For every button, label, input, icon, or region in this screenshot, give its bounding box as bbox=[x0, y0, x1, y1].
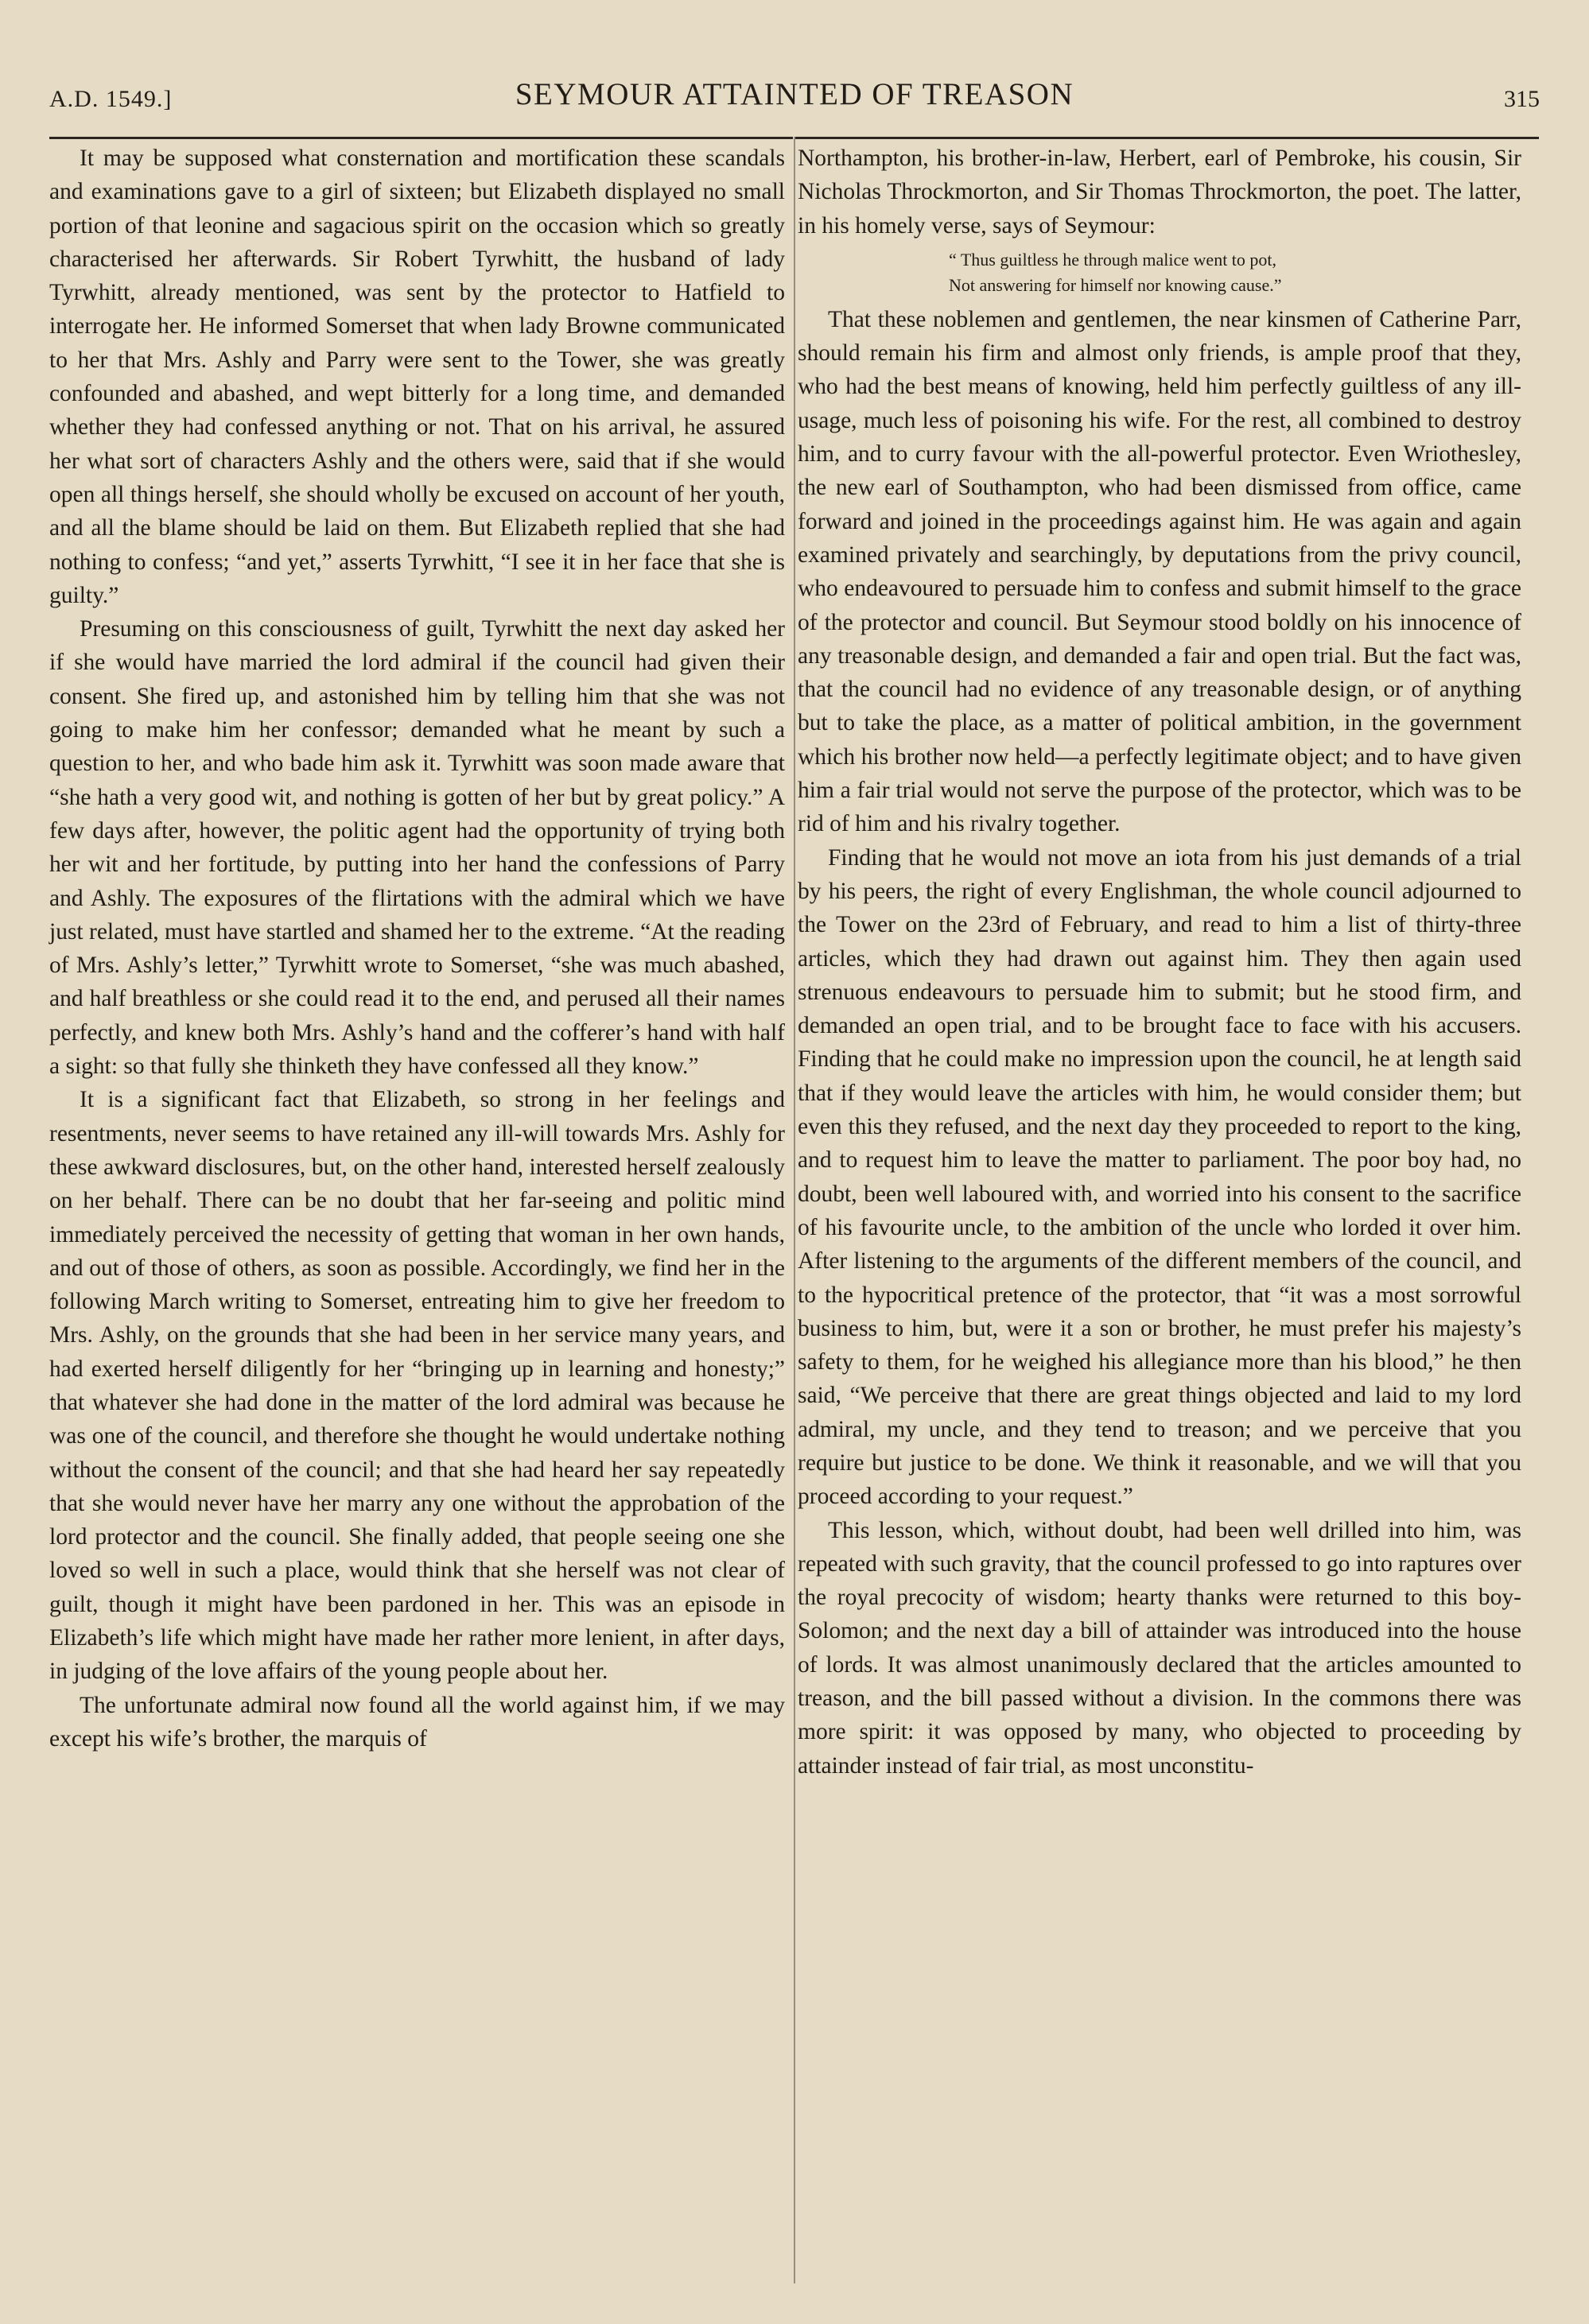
page-title: SEYMOUR ATTAINTED OF TREASON bbox=[515, 77, 1074, 111]
paragraph: It may be supposed what consternation and mortification these scandals and examinations gave to a girl of sixteen; but Elizabeth displayed no small portion of that leonine and sagacious spirit on the occasion which so greatly characterised her afterwards. Sir Robert Tyrwhitt, the husband of lady Tyrwhitt, already mentioned, was sent by the protector to Hatfield to interrogate her. He informed Somerset that when lady Browne communicated to her that Mrs. Ashly and Parry were sent to the Tower, she was greatly confounded and abashed, and wept bitterly for a long time, and demanded whether they had confessed anything or not. That on his arrival, he assured her what sort of characters Ashly and the others were, said that if she would open all things herself, she should wholly be excused on account of her youth, and all the blame should be laid on them. But Elizabeth replied that she had nothing to confess; “and yet,” asserts Tyrwhitt, “I see it in her face that she is guilty.” bbox=[49, 145, 785, 608]
column-divider bbox=[794, 137, 795, 2283]
verse-quote bbox=[798, 247, 1521, 298]
verse-line: Not answering for himself nor knowing cause.” bbox=[949, 274, 1282, 295]
paragraph-continued: Northampton, his brother-in-law, Herbert, earl of Pembroke, his cousin, Sir Nicholas Throckmorton, and Sir Thomas Throckmorton, the poet. The latter, in his homely verse, says of Seymour: bbox=[798, 145, 1521, 239]
paragraph: It is a significant fact that Elizabeth, so strong in her feelings and resentments, never seems to have retained any ill-will towards Mrs. Ashly for these awkward disclosures, but, on the other hand, interested herself zealously on her behalf. There can be no doubt that her far-seeing and politic mind immediately perceived the necessity of getting that woman in her own hands, and out of those of others, as soon as possible. Accordingly, we find her in the following March writing to Somerset, entreating him to give her freedom to Mrs. Ashly, on the grounds that she had been in her service many years, and had exerted herself diligently for her “bringing up in learning and honesty;” that whatever she had done in the matter of the lord admiral was because he was one of the council, and therefore she thought he would undertake nothing without the consent of the council; and that she had heard her say repeatedly that she would never have her marry any one without the approbation of the lord protector and the council. She finally added, that people seeing one she loved so well in such a place, would think that she herself was not clear of guilt, though it might have been pardoned in her. This was an episode in Elizabeth’s life which might have made her rather more lenient, in after days, in judging of the love affairs of the young people about her. bbox=[49, 1087, 785, 1685]
left-column bbox=[49, 142, 785, 1756]
verse-line: “ Thus guiltless he through malice went to pot, bbox=[949, 249, 1277, 270]
paragraph: Presuming on this consciousness of guilt, Tyrwhitt the next day asked her if she would have married the lord admiral if the council had given their consent. She fired up, and astonished him by telling him that she was not going to make him her confessor; demanded what he meant by such a question to her, and who bade him ask it. Tyrwhitt was soon made aware that “she hath a very good wit, and nothing is gotten of her but by great policy.” A few days after, however, the politic agent had the opportunity of trying both her wit and her fortitude, by putting into her hand the confessions of Parry and Ashly. The exposures of the flirtations with the admiral which we have just related, must have startled and shamed her to the extreme. “At the reading of Mrs. Ashly’s letter,” Tyrwhitt wrote to Somerset, “she was much abashed, and half breathless or she could read it to the end, and perused all their names perfectly, and knew both Mrs. Ashly’s hand and the cofferer’s hand with half a sight: so that fully she thinketh they have confessed all they know.” bbox=[49, 616, 785, 1080]
paragraph: This lesson, which, without doubt, had been well drilled into him, was repeated with such gravity, that the council professed to go into raptures over the royal precocity of wisdom; hearty thanks were returned to this boy-Solomon; and the next day a bill of attainder was introduced into the house of lords. It was almost unanimously declared that the articles amounted to treason, and the bill passed without a division. In the commons there was more spirit: it was opposed by many, who objected to proceeding by attainder instead of fair trial, as most unconstitu- bbox=[798, 1517, 1521, 1779]
paragraph: The unfortunate admiral now found all the world against him, if we may except his wife’s brother, the marquis of bbox=[49, 1692, 785, 1752]
header-rule-left bbox=[49, 137, 793, 139]
paragraph: That these noblemen and gentlemen, the near kinsmen of Catherine Parr, should remain his firm and almost only friends, is ample proof that they, who had the best means of knowing, held him perfectly guiltless of any ill-usage, much less of poisoning his wife. For the rest, all combined to destroy him, and to curry favour with the all-powerful protector. Even Wriothesley, the new earl of Southampton, who had been dismissed from office, came forward and joined in the proceedings against him. He was again and again examined privately and searchingly, by deputations from the privy council, who endeavoured to persuade him to confess and submit himself to the grace of the protector and council. But Seymour stood boldly on his innocence of any treasonable design, and demanded a fair and open trial. But the fact was, that the council had no evidence of any treasonable design, or of anything but to take the place, as a matter of political ambition, in the government which his brother now held—a perfectly legitimate object; and to have given him a fair trial would not serve the purpose of the protector, which was to be rid of him and his rivalry together. bbox=[798, 306, 1521, 837]
header-rule-right bbox=[795, 137, 1539, 139]
paragraph: Finding that he would not move an iota from his just demands of a trial by his peers, the right of every Englishman, the whole council adjourned to the Tower on the 23rd of February, and read to him a list of thirty-three articles, which they had drawn out against him. They then again used strenuous endeavours to persuade him to submit; but he stood firm, and demanded an open trial, and to be brought face to face with his accusers. Finding that he could make no impression upon the council, he at length said that if they would leave the articles with him, he would consider them; but even this they refused, and the next day they proceeded to report to the king, and to request him to leave the matter to parliament. The poor boy had, no doubt, been well laboured with, and worried into his consent to the sacrifice of his favourite uncle, to the ambition of the uncle who lorded it over him. After listening to the arguments of the different members of the council, and to the hypocritical pretence of the protector, that “it was a most sorrowful business to him, but, were it a son or brother, he must prefer his majesty’s safety to them, for he weighed his allegiance more than his blood,” he then said, “We perceive that there are great things objected and laid to my lord admiral, my uncle, and they tend to treason; and we perceive that you require but justice to be done. We think it reasonable, and we will that you proceed according to your request.” bbox=[798, 844, 1521, 1510]
page-number: 315 bbox=[1504, 86, 1540, 112]
right-column bbox=[798, 142, 1521, 1783]
running-header bbox=[49, 76, 1540, 124]
header-date: A.D. 1549.] bbox=[49, 86, 173, 112]
